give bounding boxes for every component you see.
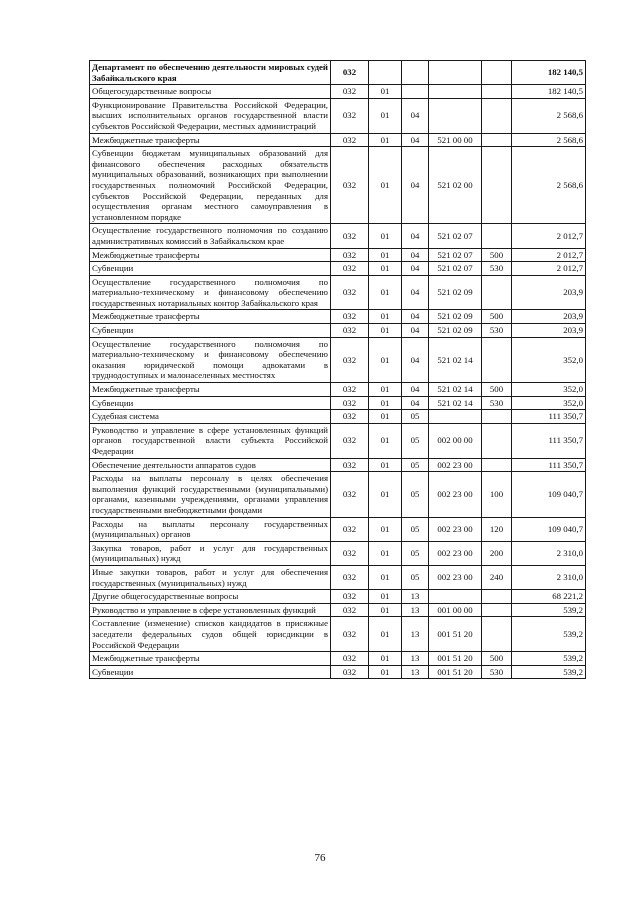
cell-name: Осуществление государственного полномочия по созданию административных комиссий в Забайкальском крае xyxy=(90,224,331,248)
table-row xyxy=(90,224,586,248)
cell-section: 01 xyxy=(369,383,402,397)
cell-name: Межбюджетные трансферты xyxy=(90,133,331,147)
cell-expense-type xyxy=(482,410,512,424)
cell-target-article: 521 02 09 xyxy=(429,310,482,324)
cell-ved: 032 xyxy=(331,472,369,517)
cell-subsection: 04 xyxy=(402,133,429,147)
cell-section: 01 xyxy=(369,665,402,679)
cell-expense-type: 530 xyxy=(482,324,512,338)
cell-ved: 032 xyxy=(331,458,369,472)
cell-expense-type xyxy=(482,458,512,472)
cell-amount: 2 568,6 xyxy=(512,147,586,224)
cell-name: Руководство и управление в сфере установленных функций xyxy=(90,603,331,617)
cell-name: Расходы на выплаты персоналу в целях обеспечения выполнения функций государственными (муниципальными) органами, казенными учреждениями, органами управления государственными внебюджетными фондами xyxy=(90,472,331,517)
cell-target-article: 001 51 20 xyxy=(429,652,482,666)
cell-section: 01 xyxy=(369,337,402,382)
cell-subsection xyxy=(402,85,429,99)
table-row xyxy=(90,665,586,679)
cell-section: 01 xyxy=(369,541,402,565)
table-row xyxy=(90,262,586,276)
cell-target-article: 521 02 07 xyxy=(429,262,482,276)
cell-subsection: 05 xyxy=(402,472,429,517)
cell-section: 01 xyxy=(369,617,402,652)
cell-target-article: 521 02 07 xyxy=(429,248,482,262)
table-row xyxy=(90,517,586,541)
cell-ved: 032 xyxy=(331,310,369,324)
cell-expense-type: 530 xyxy=(482,396,512,410)
cell-amount: 111 350,7 xyxy=(512,423,586,458)
table-row xyxy=(90,472,586,517)
cell-ved: 032 xyxy=(331,652,369,666)
cell-expense-type: 500 xyxy=(482,310,512,324)
cell-ved: 032 xyxy=(331,337,369,382)
cell-section: 01 xyxy=(369,396,402,410)
cell-target-article: 521 02 09 xyxy=(429,324,482,338)
cell-expense-type xyxy=(482,224,512,248)
cell-expense-type: 500 xyxy=(482,248,512,262)
cell-ved: 032 xyxy=(331,133,369,147)
cell-subsection: 05 xyxy=(402,410,429,424)
cell-target-article: 002 23 00 xyxy=(429,517,482,541)
cell-section: 01 xyxy=(369,98,402,133)
cell-ved: 032 xyxy=(331,603,369,617)
cell-amount: 182 140,5 xyxy=(512,61,586,85)
table-row xyxy=(90,603,586,617)
cell-ved: 032 xyxy=(331,275,369,310)
table-row xyxy=(90,133,586,147)
cell-name: Иные закупки товаров, работ и услуг для обеспечения государственных (муниципальных) нужд xyxy=(90,565,331,589)
cell-target-article xyxy=(429,410,482,424)
cell-section: 01 xyxy=(369,410,402,424)
cell-target-article: 521 02 00 xyxy=(429,147,482,224)
cell-section: 01 xyxy=(369,275,402,310)
cell-amount: 2 310,0 xyxy=(512,541,586,565)
cell-expense-type xyxy=(482,617,512,652)
cell-name: Субвенции бюджетам муниципальных образований для финансового обеспечения расходных обязательств муниципальных образований, возникающих при выполнении государственных полномочий Российской Федерации, субъектов Российской Федерации, переданных для осуществления органам местного самоуправления в установленном порядке xyxy=(90,147,331,224)
cell-section: 01 xyxy=(369,472,402,517)
cell-expense-type xyxy=(482,603,512,617)
cell-amount: 68 221,2 xyxy=(512,590,586,604)
cell-amount: 352,0 xyxy=(512,337,586,382)
budget-document xyxy=(89,60,585,679)
cell-section: 01 xyxy=(369,310,402,324)
cell-section: 01 xyxy=(369,517,402,541)
table-row xyxy=(90,248,586,262)
table-row xyxy=(90,337,586,382)
cell-amount: 2 568,6 xyxy=(512,133,586,147)
cell-subsection: 04 xyxy=(402,396,429,410)
cell-name: Общегосударственные вопросы xyxy=(90,85,331,99)
cell-subsection: 04 xyxy=(402,147,429,224)
cell-amount: 109 040,7 xyxy=(512,472,586,517)
cell-target-article: 002 23 00 xyxy=(429,565,482,589)
cell-section: 01 xyxy=(369,565,402,589)
cell-amount: 352,0 xyxy=(512,383,586,397)
cell-ved: 032 xyxy=(331,85,369,99)
cell-expense-type xyxy=(482,423,512,458)
cell-name: Межбюджетные трансферты xyxy=(90,652,331,666)
cell-name: Осуществление государственного полномочия по материально-техническому и финансовому обеспечению оказания юридической помощи адвокатами в труднодоступных и малонаселенных местностях xyxy=(90,337,331,382)
table-row xyxy=(90,423,586,458)
cell-amount: 2 568,6 xyxy=(512,98,586,133)
table-row xyxy=(90,275,586,310)
cell-target-article xyxy=(429,98,482,133)
cell-ved: 032 xyxy=(331,517,369,541)
cell-expense-type: 200 xyxy=(482,541,512,565)
cell-amount: 203,9 xyxy=(512,324,586,338)
cell-amount: 2 310,0 xyxy=(512,565,586,589)
cell-expense-type xyxy=(482,85,512,99)
cell-amount: 539,2 xyxy=(512,652,586,666)
cell-expense-type xyxy=(482,147,512,224)
cell-name: Судебная система xyxy=(90,410,331,424)
cell-section xyxy=(369,61,402,85)
cell-ved: 032 xyxy=(331,98,369,133)
cell-name: Межбюджетные трансферты xyxy=(90,248,331,262)
cell-subsection: 13 xyxy=(402,665,429,679)
table-row xyxy=(90,652,586,666)
cell-ved: 032 xyxy=(331,590,369,604)
cell-expense-type: 530 xyxy=(482,262,512,276)
cell-subsection: 04 xyxy=(402,262,429,276)
cell-expense-type: 500 xyxy=(482,383,512,397)
cell-name: Осуществление государственного полномочия по материально-техническому и финансовому обеспечению государственных нотариальных контор Забайкальского края xyxy=(90,275,331,310)
cell-name: Субвенции xyxy=(90,396,331,410)
cell-name: Закупка товаров, работ и услуг для государственных (муниципальных) нужд xyxy=(90,541,331,565)
cell-name: Составление (изменение) списков кандидатов в присяжные заседатели федеральных судов общей юрисдикции в Российской Федерации xyxy=(90,617,331,652)
cell-amount: 2 012,7 xyxy=(512,224,586,248)
cell-target-article: 002 23 00 xyxy=(429,472,482,517)
cell-subsection: 05 xyxy=(402,565,429,589)
cell-amount: 182 140,5 xyxy=(512,85,586,99)
cell-target-article xyxy=(429,61,482,85)
cell-name: Функционирование Правительства Российской Федерации, высших исполнительных органов государственной власти субъектов Российской Федерации, местных администраций xyxy=(90,98,331,133)
cell-name: Субвенции xyxy=(90,665,331,679)
cell-name: Субвенции xyxy=(90,262,331,276)
table-row xyxy=(90,541,586,565)
cell-target-article: 521 02 14 xyxy=(429,337,482,382)
cell-ved: 032 xyxy=(331,224,369,248)
cell-target-article xyxy=(429,85,482,99)
cell-ved: 032 xyxy=(331,410,369,424)
cell-section: 01 xyxy=(369,652,402,666)
table-row xyxy=(90,410,586,424)
table-row xyxy=(90,590,586,604)
cell-section: 01 xyxy=(369,423,402,458)
cell-expense-type xyxy=(482,275,512,310)
cell-name: Межбюджетные трансферты xyxy=(90,310,331,324)
cell-amount: 111 350,7 xyxy=(512,458,586,472)
table-row xyxy=(90,310,586,324)
table-row xyxy=(90,85,586,99)
cell-name: Департамент по обеспечению деятельности мировых судей Забайкальского края xyxy=(90,61,331,85)
cell-expense-type xyxy=(482,98,512,133)
cell-target-article: 521 02 09 xyxy=(429,275,482,310)
cell-name: Субвенции xyxy=(90,324,331,338)
page-number: 76 xyxy=(314,852,326,864)
cell-subsection: 13 xyxy=(402,652,429,666)
cell-amount: 539,2 xyxy=(512,617,586,652)
cell-subsection: 05 xyxy=(402,541,429,565)
cell-subsection: 04 xyxy=(402,310,429,324)
cell-subsection: 05 xyxy=(402,423,429,458)
cell-ved: 032 xyxy=(331,665,369,679)
cell-subsection: 05 xyxy=(402,517,429,541)
cell-ved: 032 xyxy=(331,248,369,262)
table-row xyxy=(90,383,586,397)
cell-expense-type: 100 xyxy=(482,472,512,517)
cell-amount: 111 350,7 xyxy=(512,410,586,424)
cell-section: 01 xyxy=(369,224,402,248)
cell-target-article: 521 02 07 xyxy=(429,224,482,248)
cell-amount: 539,2 xyxy=(512,665,586,679)
budget-table xyxy=(89,60,586,679)
cell-section: 01 xyxy=(369,147,402,224)
cell-name: Обеспечение деятельности аппаратов судов xyxy=(90,458,331,472)
cell-target-article: 002 23 00 xyxy=(429,458,482,472)
cell-amount: 539,2 xyxy=(512,603,586,617)
cell-subsection: 04 xyxy=(402,248,429,262)
table-row xyxy=(90,396,586,410)
cell-target-article: 002 00 00 xyxy=(429,423,482,458)
table-row xyxy=(90,617,586,652)
cell-expense-type xyxy=(482,590,512,604)
cell-section: 01 xyxy=(369,262,402,276)
cell-subsection: 13 xyxy=(402,603,429,617)
cell-ved: 032 xyxy=(331,324,369,338)
cell-ved: 032 xyxy=(331,61,369,85)
cell-target-article xyxy=(429,590,482,604)
table-row xyxy=(90,565,586,589)
cell-target-article: 002 23 00 xyxy=(429,541,482,565)
cell-subsection: 04 xyxy=(402,98,429,133)
cell-section: 01 xyxy=(369,133,402,147)
cell-subsection: 04 xyxy=(402,337,429,382)
cell-expense-type: 530 xyxy=(482,665,512,679)
cell-expense-type xyxy=(482,61,512,85)
cell-name: Расходы на выплаты персоналу государственных (муниципальных) органов xyxy=(90,517,331,541)
cell-ved: 032 xyxy=(331,147,369,224)
cell-subsection: 13 xyxy=(402,590,429,604)
table-body xyxy=(90,61,586,679)
cell-expense-type: 120 xyxy=(482,517,512,541)
cell-target-article: 001 51 20 xyxy=(429,617,482,652)
cell-expense-type xyxy=(482,133,512,147)
cell-subsection: 04 xyxy=(402,383,429,397)
cell-target-article: 521 02 14 xyxy=(429,383,482,397)
cell-section: 01 xyxy=(369,324,402,338)
cell-subsection: 04 xyxy=(402,224,429,248)
table-row xyxy=(90,458,586,472)
cell-target-article: 001 00 00 xyxy=(429,603,482,617)
cell-expense-type xyxy=(482,337,512,382)
cell-amount: 109 040,7 xyxy=(512,517,586,541)
cell-ved: 032 xyxy=(331,383,369,397)
cell-ved: 032 xyxy=(331,423,369,458)
cell-ved: 032 xyxy=(331,396,369,410)
cell-subsection: 04 xyxy=(402,324,429,338)
table-row xyxy=(90,147,586,224)
cell-target-article: 521 02 14 xyxy=(429,396,482,410)
cell-subsection: 04 xyxy=(402,275,429,310)
cell-name: Другие общегосударственные вопросы xyxy=(90,590,331,604)
cell-amount: 2 012,7 xyxy=(512,262,586,276)
cell-section: 01 xyxy=(369,85,402,99)
cell-ved: 032 xyxy=(331,541,369,565)
cell-amount: 203,9 xyxy=(512,310,586,324)
cell-ved: 032 xyxy=(331,262,369,276)
cell-section: 01 xyxy=(369,248,402,262)
cell-ved: 032 xyxy=(331,617,369,652)
table-row xyxy=(90,98,586,133)
cell-ved: 032 xyxy=(331,565,369,589)
cell-target-article: 001 51 20 xyxy=(429,665,482,679)
cell-section: 01 xyxy=(369,458,402,472)
cell-amount: 352,0 xyxy=(512,396,586,410)
table-row xyxy=(90,61,586,85)
cell-amount: 2 012,7 xyxy=(512,248,586,262)
cell-name: Руководство и управление в сфере установленных функций органов государственной власти субъекта Российской Федерации xyxy=(90,423,331,458)
cell-target-article: 521 00 00 xyxy=(429,133,482,147)
cell-expense-type: 240 xyxy=(482,565,512,589)
cell-expense-type: 500 xyxy=(482,652,512,666)
cell-amount: 203,9 xyxy=(512,275,586,310)
cell-name: Межбюджетные трансферты xyxy=(90,383,331,397)
cell-subsection: 05 xyxy=(402,458,429,472)
cell-section: 01 xyxy=(369,590,402,604)
cell-section: 01 xyxy=(369,603,402,617)
table-row xyxy=(90,324,586,338)
cell-subsection xyxy=(402,61,429,85)
cell-subsection: 13 xyxy=(402,617,429,652)
